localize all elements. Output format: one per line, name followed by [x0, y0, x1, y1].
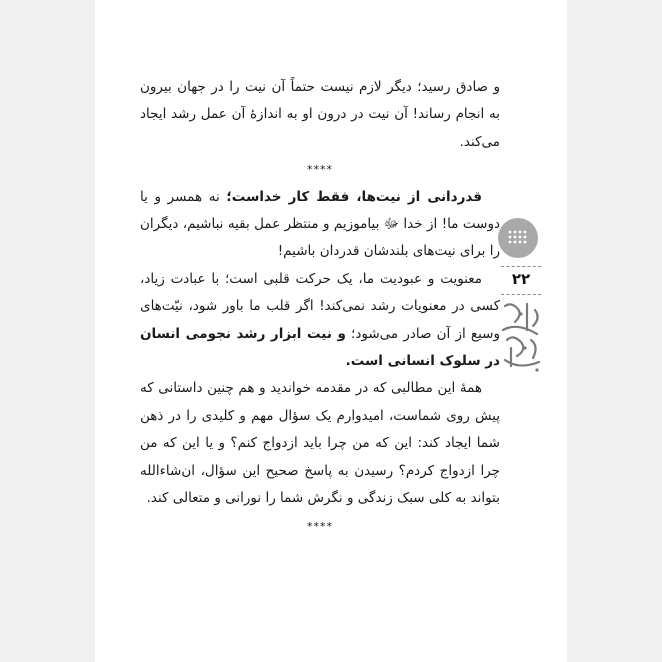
- paragraph-1: و صادق رسید؛ دیگر لازم نیست حتماً آن نیت را در جهان بیرون به انجام رساند! آن نیت در درون او به اندازهٔ آن عمل رشد ایجاد می‌کند.: [140, 79, 500, 150]
- body-text: [140, 74, 500, 540]
- paragraph-2: [140, 184, 500, 266]
- margin-decoration: [495, 218, 549, 378]
- section-separator-1: ****: [307, 163, 333, 177]
- paragraph-2-rest: نه همسر و یا دوست ما! از خدا ﷻ بیاموزیم و منتظر عمل بقیه نباشیم، دیگران را برای نیت‌های بلندشان قدردان باشیم!: [140, 188, 500, 260]
- divider-top: [501, 266, 541, 267]
- dot-grid-circle-icon: [498, 218, 538, 258]
- divider-bottom: [501, 294, 541, 295]
- book-page: [95, 0, 567, 662]
- paragraph-4: همهٔ این مطالبی که در مقدمه خواندید و هم چنین داستانی که پیش روی شماست، امیدوارم یک سؤال مهم و کلیدی را در ذهن شما ایجاد کند: این که من چرا باید ازدواج کنم؟ و یا این که من چرا ازدواج کردم؟ رسیدن به پاسخ صحیح این سؤال، ان‌شاءالله بتواند به کلی سبک زندگی و نگرش شما را نورانی و متعالی کند.: [140, 380, 500, 507]
- page-number: ۲۲: [511, 270, 531, 288]
- paragraph-3: [140, 266, 500, 376]
- paragraph-3-text: معنویت و عبودیت ما، یک حرکت قلبی است؛ با عبادت زیاد، کسی در معنویات رشد نمی‌کند! اگر قلب ما باور شود، نیّت‌های وسیع از آن صادر می‌شود؛: [140, 270, 500, 342]
- section-separator-2: ****: [307, 519, 333, 533]
- dot-grid-icon: [506, 228, 530, 248]
- calligraphy-logo-icon: [497, 300, 545, 374]
- paragraph-2-bold-lead: قدردانی از نیت‌ها، فقط کار خداست؛: [226, 188, 483, 205]
- paragraph-3-bold-tail: و نیت ابزار رشد نجومی انسان در سلوک انسانی است.: [140, 325, 500, 370]
